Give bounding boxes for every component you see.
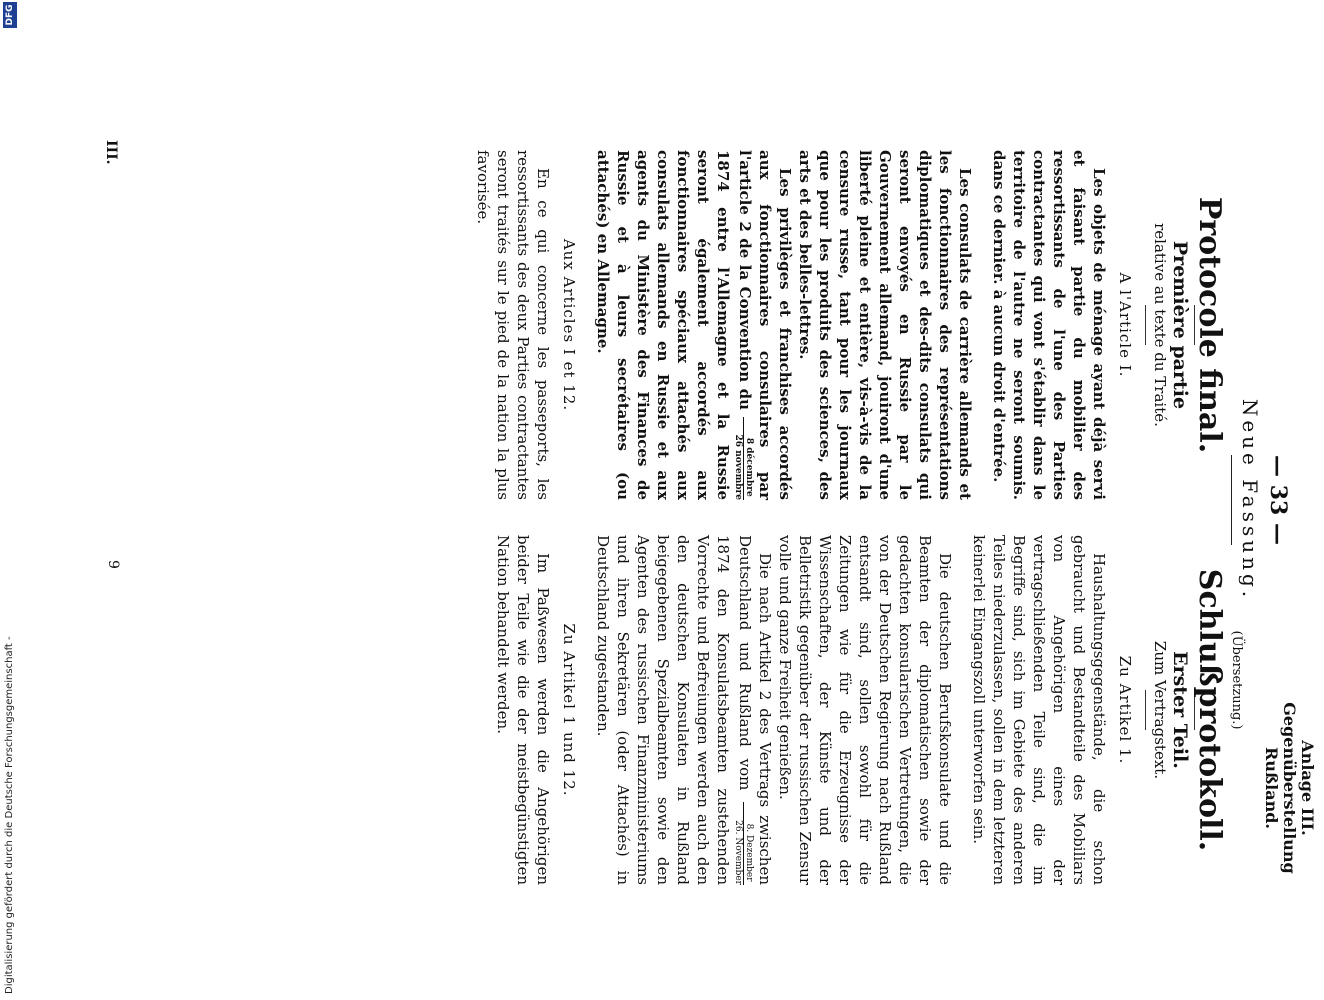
fraction-denominator: 26. November xyxy=(733,820,744,885)
french-column xyxy=(474,150,1227,500)
german-date-fraction xyxy=(734,802,755,885)
german-paragraph-text: Die nach Artikel 2 des Vertrags zwischen Deutschland und Rußland vom xyxy=(736,535,774,885)
french-title: Protocole final. xyxy=(1192,196,1227,454)
page-subtitle: Neue Fassung. xyxy=(1238,398,1262,602)
french-paragraph xyxy=(594,150,796,500)
french-article-heading: A l'Article I. xyxy=(1116,272,1134,378)
german-column xyxy=(494,535,1227,885)
divider xyxy=(1145,690,1146,730)
digitization-credit xyxy=(0,0,20,1000)
fraction-numerator: 8 décembre xyxy=(744,417,755,500)
comparison-label: Gegenüberstellung Rußland. xyxy=(1262,702,1299,874)
fraction-denominator: 26 novembre xyxy=(733,434,744,500)
german-part-subheading: Zum Vertragstext. xyxy=(1151,640,1169,780)
subtitle-rule xyxy=(1231,455,1232,545)
french-paragraph: Les consulats de carrière allemands et les fonctionnaires des représentations diplomatiques et des-dits consulats qui seront envoyés en Russie par le Gouvernement allemand, jouiront d'une liberté pleine et entière, vis-à-vis de la censure russe, tant pour les journaux que pour les produits des sciences, des arts et des belles-lettres. xyxy=(796,150,974,500)
french-paragraph-text: Les privilèges et franchises accordés aux fonctionnaires consulaires par l'article 2 de la Convention du xyxy=(736,150,794,500)
french-paragraph-text: 1874 entre l'Allemagne et la Russie seront également accordés aux fonctionnaires spéciaux attachés aux consulats allemands en Russie et aux agents du Ministère des Finances de Russie et à leurs secrétaires (ou attachés) en Allemagne. xyxy=(594,150,733,500)
annex-label: Anlage III. xyxy=(1298,740,1317,836)
credit-text: Digitalisierung gefördert durch die Deutsche Forschungsgemeinschaft - xyxy=(4,636,15,994)
german-article-heading: Zu Artikel 1. xyxy=(1116,655,1134,765)
german-paragraph xyxy=(594,535,776,885)
german-part-heading: Erster Teil. xyxy=(1169,651,1191,769)
divider xyxy=(1145,305,1146,345)
german-articles-heading: Zu Artikel 1 und 12. xyxy=(560,623,579,797)
german-paragraph: Haushaltungsgegenstände, die schon gebraucht und Bestandteile des Mobiliars von Angehörigen eines der vertragschließenden Teile sind, die im Begriffe sind, sich im Gebiete des anderen Teiles niederzulassen, sollen in dem letzteren keinerlei Eingangszoll unterworfen sein. xyxy=(970,535,1108,885)
french-part-heading: Première partie xyxy=(1169,240,1191,410)
translation-note: (Übersetzung.) xyxy=(1229,630,1244,730)
german-paragraph-text: 1874 den Konsulatsbeamten zustehenden Vorrechte und Befreiungen werden auch den den deutschen Konsulaten in Rußland beigegebenen Spezialbeamten sowie den Agenten des russischen Finanzministeriums und ihren Sekretären (oder Attachés) in Deutschland zugestanden. xyxy=(594,535,733,885)
french-paragraph: En ce qui concerne les passeports, les ressortissants des deux Parties contractantes seront traités sur le pied de la nation la plus favorisée. xyxy=(474,150,553,500)
german-paragraph: Im Paßwesen werden die Angehörigen beider Teile wie die der meistbegünstigten Nation behandelt werden. xyxy=(494,535,553,885)
dfg-logo: DFG xyxy=(3,2,17,28)
fraction-numerator: 8. Dezember xyxy=(744,802,755,885)
section-marker: III. xyxy=(103,140,119,165)
german-title: Schlußprotokoll. xyxy=(1192,568,1227,852)
french-part-subheading: relative au texte du Traité. xyxy=(1151,223,1169,427)
annex-header xyxy=(1262,668,1316,908)
french-articles-heading: Aux Articles I et 12. xyxy=(560,238,579,412)
page-number: — 33 — xyxy=(1265,455,1291,545)
french-date-fraction xyxy=(734,417,755,500)
french-paragraph: Les objets de ménage ayant déjà servi et faisant partie du mobilier des ressortissants de l'une des Parties contractantes qui vont s'établir dans le territoire de l'autre ne seront soumis. dans ce dernier. à aucun droit d'entrée. xyxy=(990,150,1108,500)
german-paragraph: Die deutschen Berufskonsulate und die Beamten der diplomatischen sowie der gedachten konsularischen Vertretungen, die von der Deutschen Regierung nach Rußland entsandt sind, sollen sowohl für die Zeitungen wie für die Erzeugnisse der Wissenschaften, der Künste und der Belletristik gegenüber der russischen Zensur volle und ganze Freiheit genießen. xyxy=(776,535,954,885)
sheet-number: 9 xyxy=(105,560,121,569)
